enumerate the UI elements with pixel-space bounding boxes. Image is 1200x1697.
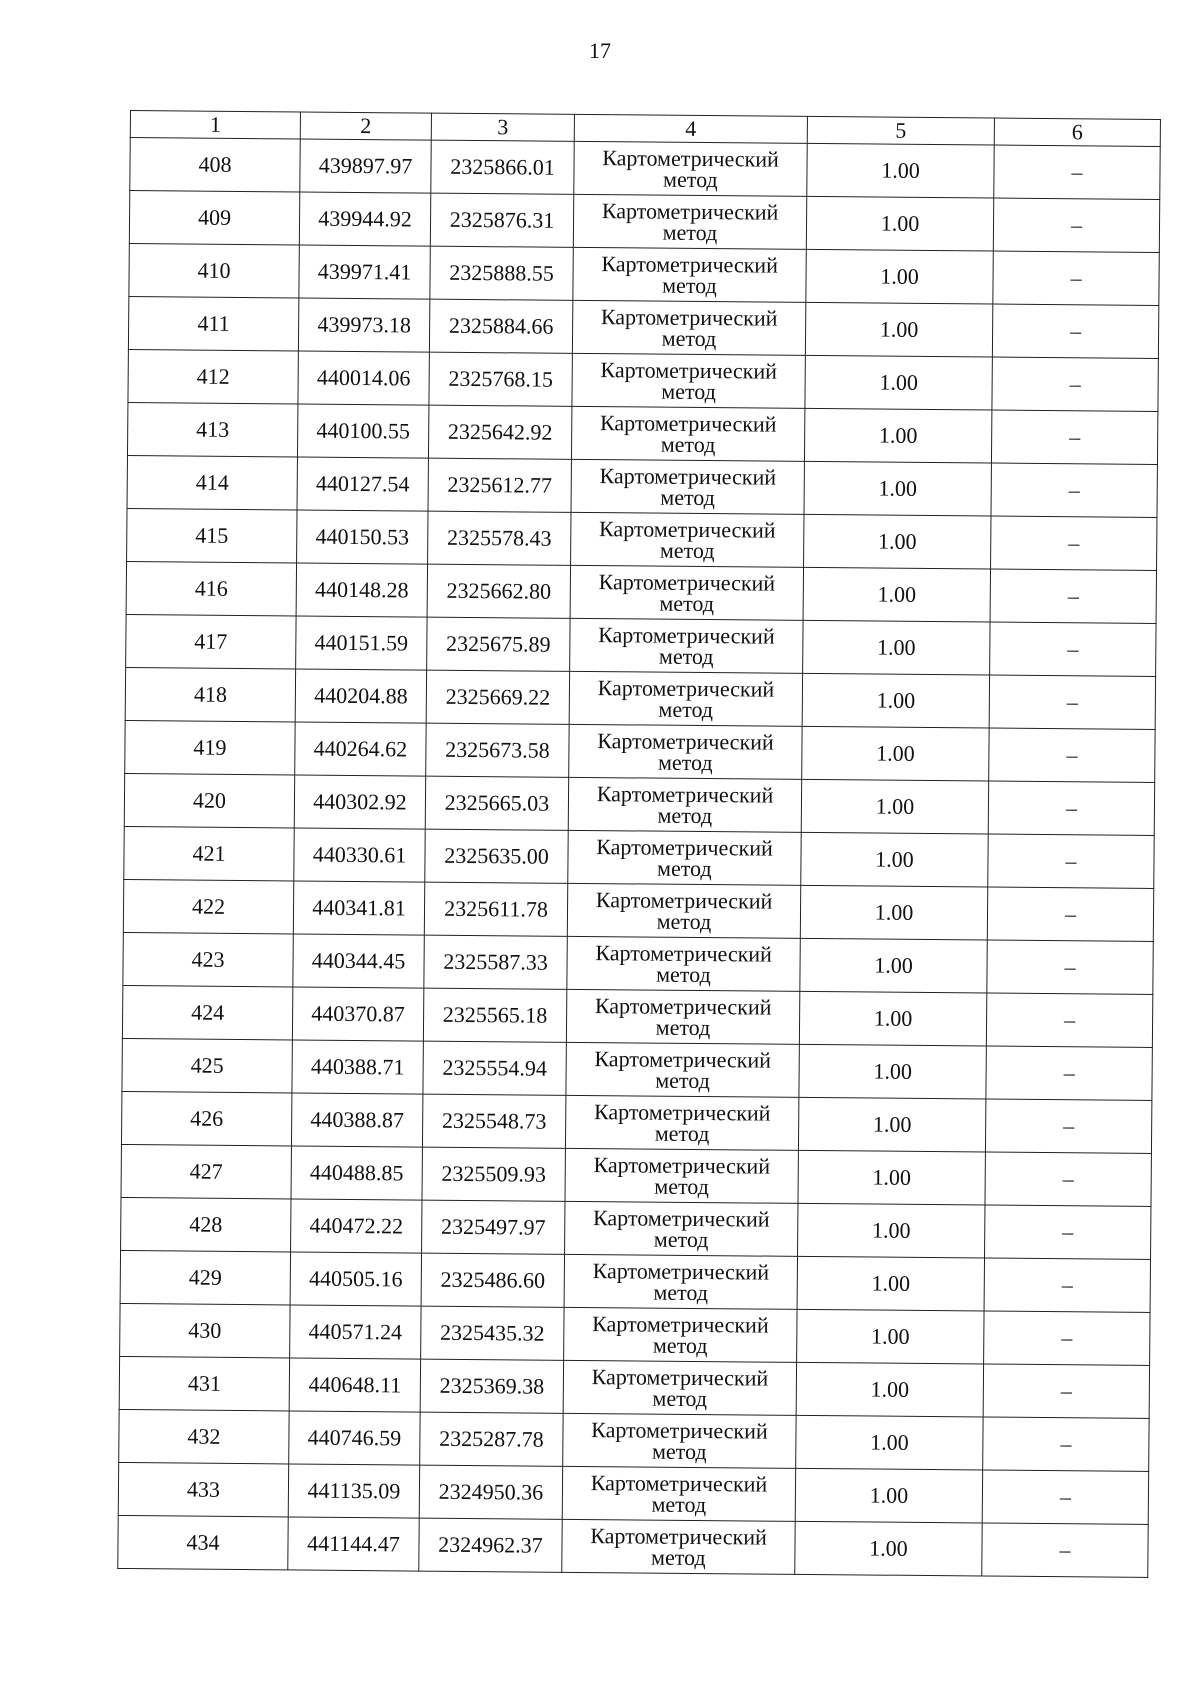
coordinate-y-cell: 2324962.37 [419,1518,562,1572]
column-header-3: 3 [431,113,574,141]
method-cell [563,1413,796,1468]
accuracy-cell: 1.00 [802,673,989,728]
coordinate-y-cell: 2325768.15 [429,352,572,406]
table-row [121,1144,1151,1206]
method-line-2: метод [657,802,713,829]
method-line-1: Картометрический [599,463,777,490]
accuracy-cell: 1.00 [797,1256,984,1311]
method-cell [562,1466,795,1521]
table-row [125,667,1155,729]
accuracy-cell: 1.00 [805,355,992,410]
note-cell: – [985,1152,1151,1206]
table-row [123,879,1153,941]
method-line-2: метод [650,1544,706,1571]
method-line-2: метод [659,537,715,564]
note-cell: – [983,1364,1149,1418]
method-cell [573,247,806,302]
accuracy-cell: 1.00 [798,1150,985,1205]
coordinate-x-cell: 440014.06 [298,351,429,405]
method-line-1: Картометрический [591,1364,769,1391]
note-cell: – [989,675,1155,729]
table-row [122,985,1152,1047]
coordinate-x-cell: 440150.53 [297,510,428,564]
table-row [126,614,1156,676]
table-row [124,826,1154,888]
method-line-1: Картометрический [601,251,779,278]
coordinate-x-cell: 440370.87 [292,987,423,1041]
coordinate-x-cell: 440388.71 [292,1040,423,1094]
table-row [127,402,1157,464]
method-cell [574,141,807,196]
table-row [127,455,1157,517]
method-cell [565,1148,798,1203]
accuracy-cell: 1.00 [806,249,993,304]
method-line-2: метод [651,1491,707,1518]
method-line-1: Картометрический [593,1152,771,1179]
coordinate-y-cell: 2324950.36 [419,1465,562,1519]
accuracy-cell: 1.00 [803,620,990,675]
method-cell [567,883,800,938]
method-line-1: Картометрический [591,1417,768,1444]
note-cell: – [992,357,1158,411]
coordinates-table [117,110,1161,1578]
point-number-cell: 425 [122,1038,292,1092]
table-row [128,349,1158,411]
accuracy-cell: 1.00 [802,726,989,781]
point-number-cell: 413 [127,402,297,456]
accuracy-cell: 1.00 [796,1362,983,1417]
point-number-cell: 417 [126,614,296,668]
method-line-2: метод [661,325,717,352]
method-line-2: метод [659,590,715,617]
method-cell [564,1254,797,1309]
coordinate-x-cell: 440648.11 [289,1358,420,1412]
table-row [119,1356,1149,1418]
coordinate-x-cell: 440204.88 [295,669,426,723]
point-number-cell: 422 [123,879,293,933]
point-number-cell: 431 [119,1356,289,1410]
coordinate-y-cell: 2325611.78 [424,882,567,936]
method-line-2: метод [660,484,716,511]
table-row [129,191,1159,253]
table-row [120,1250,1150,1312]
note-cell: – [991,463,1157,517]
column-header-5: 5 [807,116,994,145]
coordinate-y-cell: 2325888.55 [430,246,573,300]
method-line-2: метод [663,166,718,193]
method-line-2: метод [652,1332,708,1359]
method-cell [572,300,805,355]
coordinate-y-cell: 2325369.38 [420,1359,563,1413]
coordinate-y-cell: 2325866.01 [431,140,574,194]
note-cell: – [985,1099,1151,1153]
point-number-cell: 416 [126,561,296,615]
method-cell [562,1519,795,1574]
table-row [126,561,1156,623]
coordinate-y-cell: 2325435.32 [421,1306,564,1360]
note-cell: – [994,145,1160,199]
method-cell [569,671,802,726]
note-cell: – [984,1311,1150,1365]
method-line-1: Картометрический [599,410,777,437]
coordinate-y-cell: 2325554.94 [423,1041,566,1095]
coordinate-x-cell: 440302.92 [294,775,425,829]
note-cell: – [987,887,1153,941]
method-line-1: Картометрический [593,1099,771,1126]
accuracy-cell: 1.00 [799,991,986,1046]
accuracy-cell: 1.00 [805,302,992,357]
point-number-cell: 434 [118,1515,288,1569]
note-cell: – [989,728,1155,782]
point-number-cell: 429 [120,1250,290,1304]
coordinate-y-cell: 2325565.18 [423,988,566,1042]
coordinate-x-cell: 440148.28 [296,563,427,617]
accuracy-cell: 1.00 [795,1468,982,1523]
accuracy-cell: 1.00 [799,1044,986,1099]
table-row [128,296,1158,358]
coordinate-x-cell: 440571.24 [290,1305,421,1359]
method-line-1: Картометрический [595,940,773,967]
method-cell [571,459,804,514]
method-cell [572,353,805,408]
point-number-cell: 412 [128,349,298,403]
point-number-cell: 409 [129,191,299,245]
point-number-cell: 430 [120,1303,290,1357]
table-row [121,1197,1151,1259]
method-line-2: метод [656,908,712,935]
coordinate-y-cell: 2325669.22 [426,670,569,724]
coordinate-y-cell: 2325662.80 [427,564,570,618]
point-number-cell: 410 [129,243,299,297]
note-cell: – [993,198,1159,252]
method-line-2: метод [662,272,717,299]
method-line-2: метод [651,1438,707,1465]
method-cell [571,512,804,567]
note-cell: – [982,1523,1148,1577]
method-line-1: Картометрический [590,1470,768,1497]
method-cell [565,1095,798,1150]
method-line-1: Картометрический [598,569,776,596]
coordinate-x-cell: 440330.61 [294,828,425,882]
coordinate-y-cell: 2325876.31 [430,193,573,247]
table-row [125,720,1155,782]
point-number-cell: 433 [118,1462,288,1516]
point-number-cell: 419 [125,720,295,774]
point-number-cell: 418 [125,667,295,721]
method-line-1: Картометрический [592,1311,769,1338]
coordinate-y-cell: 2325486.60 [421,1253,564,1307]
column-header-4: 4 [574,114,807,143]
coordinate-y-cell: 2325578.43 [428,511,571,565]
accuracy-cell: 1.00 [798,1097,985,1152]
method-line-2: метод [656,855,712,882]
coordinate-y-cell: 2325642.92 [428,405,571,459]
method-line-1: Картометрический [596,834,773,861]
method-line-2: метод [652,1385,708,1412]
point-number-cell: 426 [121,1091,291,1145]
note-cell: – [983,1417,1149,1471]
table-row [118,1462,1148,1524]
accuracy-cell: 1.00 [801,779,988,834]
table-row [120,1303,1150,1365]
method-cell [571,406,804,461]
coordinate-x-cell: 439973.18 [298,298,429,352]
method-line-2: метод [654,1120,710,1147]
note-cell: – [986,1046,1152,1100]
method-cell [565,1201,798,1256]
accuracy-cell: 1.00 [801,832,988,887]
column-header-1: 1 [130,111,300,139]
coordinate-y-cell: 2325587.33 [424,935,567,989]
coordinate-y-cell: 2325287.78 [420,1412,563,1466]
method-line-1: Картометрический [602,145,779,172]
coordinate-y-cell: 2325548.73 [422,1094,565,1148]
method-cell [573,194,806,249]
table-row [122,1038,1152,1100]
method-line-1: Картометрический [592,1205,770,1232]
coordinate-x-cell: 440746.59 [289,1411,420,1465]
method-line-1: Картометрический [600,304,778,331]
coordinate-y-cell: 2325497.97 [422,1200,565,1254]
coordinate-x-cell: 440100.55 [297,404,428,458]
point-number-cell: 411 [128,296,298,350]
table-row [124,773,1154,835]
table-row [121,1091,1151,1153]
note-cell: – [991,516,1157,570]
coordinate-x-cell: 440344.45 [293,934,424,988]
accuracy-cell: 1.00 [804,514,991,569]
accuracy-cell: 1.00 [806,196,993,251]
table-body [118,138,1160,1578]
coordinate-y-cell: 2325673.58 [426,723,569,777]
method-line-2: метод [655,1067,710,1094]
coordinate-y-cell: 2325612.77 [428,458,571,512]
method-line-1: Картометрический [601,198,779,225]
coordinate-x-cell: 440127.54 [297,457,428,511]
page-number: 17 [589,38,611,63]
note-cell: – [990,622,1156,676]
accuracy-cell: 1.00 [800,938,987,993]
note-cell: – [982,1470,1148,1524]
coordinate-y-cell: 2325665.03 [425,776,568,830]
method-cell [563,1360,796,1415]
accuracy-cell: 1.00 [804,408,991,463]
table-row [129,243,1159,305]
method-line-2: метод [658,643,714,670]
coordinate-x-cell: 440264.62 [295,722,426,776]
table-row [123,932,1153,994]
accuracy-cell: 1.00 [807,143,994,198]
point-number-cell: 427 [121,1144,291,1198]
accuracy-cell: 1.00 [795,1521,982,1576]
point-number-cell: 432 [119,1409,289,1463]
accuracy-cell: 1.00 [800,885,987,940]
accuracy-cell: 1.00 [803,567,990,622]
coordinate-y-cell: 2325509.93 [422,1147,565,1201]
method-cell [566,1042,799,1097]
method-line-1: Картометрический [592,1258,770,1285]
method-line-2: метод [653,1226,709,1253]
point-number-cell: 424 [122,985,292,1039]
method-cell [568,830,801,885]
method-line-1: Картометрический [594,993,772,1020]
note-cell: – [988,834,1154,888]
coordinate-x-cell: 440488.85 [291,1146,422,1200]
method-cell [569,724,802,779]
point-number-cell: 423 [123,932,293,986]
accuracy-cell: 1.00 [804,461,991,516]
coordinate-x-cell: 440388.87 [291,1093,422,1147]
coordinate-x-cell: 439944.92 [299,192,430,246]
method-line-1: Картометрический [600,357,778,384]
coordinate-x-cell: 440151.59 [296,616,427,670]
coordinate-x-cell: 441135.09 [288,1464,419,1518]
accuracy-cell: 1.00 [797,1309,984,1364]
method-line-1: Картометрический [595,887,773,914]
method-line-1: Картометрический [597,675,775,702]
coordinate-y-cell: 2325675.89 [427,617,570,671]
coordinate-y-cell: 2325884.66 [429,299,572,353]
method-cell [566,989,799,1044]
coordinate-x-cell: 440472.22 [291,1199,422,1253]
table-row [118,1515,1148,1577]
method-cell [570,565,803,620]
note-cell: – [991,410,1157,464]
method-cell [564,1307,797,1362]
coordinate-x-cell: 441144.47 [288,1517,419,1571]
method-cell [568,777,801,832]
coordinate-x-cell: 439897.97 [300,139,431,193]
method-line-2: метод [662,219,718,246]
point-number-cell: 414 [127,455,297,509]
method-line-2: метод [658,696,714,723]
method-line-2: метод [661,378,716,405]
method-line-2: метод [657,749,713,776]
note-cell: – [992,304,1158,358]
note-cell: – [986,993,1152,1047]
method-line-2: метод [660,431,716,458]
method-line-2: метод [656,961,711,988]
point-number-cell: 428 [121,1197,291,1251]
method-cell [570,618,803,673]
column-header-2: 2 [300,112,431,140]
point-number-cell: 421 [124,826,294,880]
method-line-2: метод [653,1279,709,1306]
accuracy-cell: 1.00 [798,1203,985,1258]
table-row [130,138,1160,200]
table-row [127,508,1157,570]
method-line-1: Картометрический [597,728,774,755]
coordinate-y-cell: 2325635.00 [425,829,568,883]
method-line-1: Картометрический [596,781,774,808]
point-number-cell: 420 [124,773,294,827]
note-cell: – [984,1258,1150,1312]
note-cell: – [993,251,1159,305]
method-cell [567,936,800,991]
table-row [119,1409,1149,1471]
method-line-2: метод [654,1173,710,1200]
method-line-1: Картометрический [599,516,776,543]
note-cell: – [990,569,1156,623]
coordinate-x-cell: 440505.16 [290,1252,421,1306]
note-cell: – [988,781,1154,835]
method-line-1: Картометрический [594,1046,772,1073]
note-cell: – [987,940,1153,994]
column-header-6: 6 [994,118,1160,146]
accuracy-cell: 1.00 [796,1415,983,1470]
point-number-cell: 408 [130,138,300,192]
coordinate-x-cell: 439971.41 [299,245,430,299]
note-cell: – [985,1205,1151,1259]
method-line-2: метод [655,1014,711,1041]
method-line-1: Картометрический [598,622,775,649]
point-number-cell: 415 [127,508,297,562]
coordinate-x-cell: 440341.81 [293,881,424,935]
method-line-1: Картометрический [590,1523,767,1550]
